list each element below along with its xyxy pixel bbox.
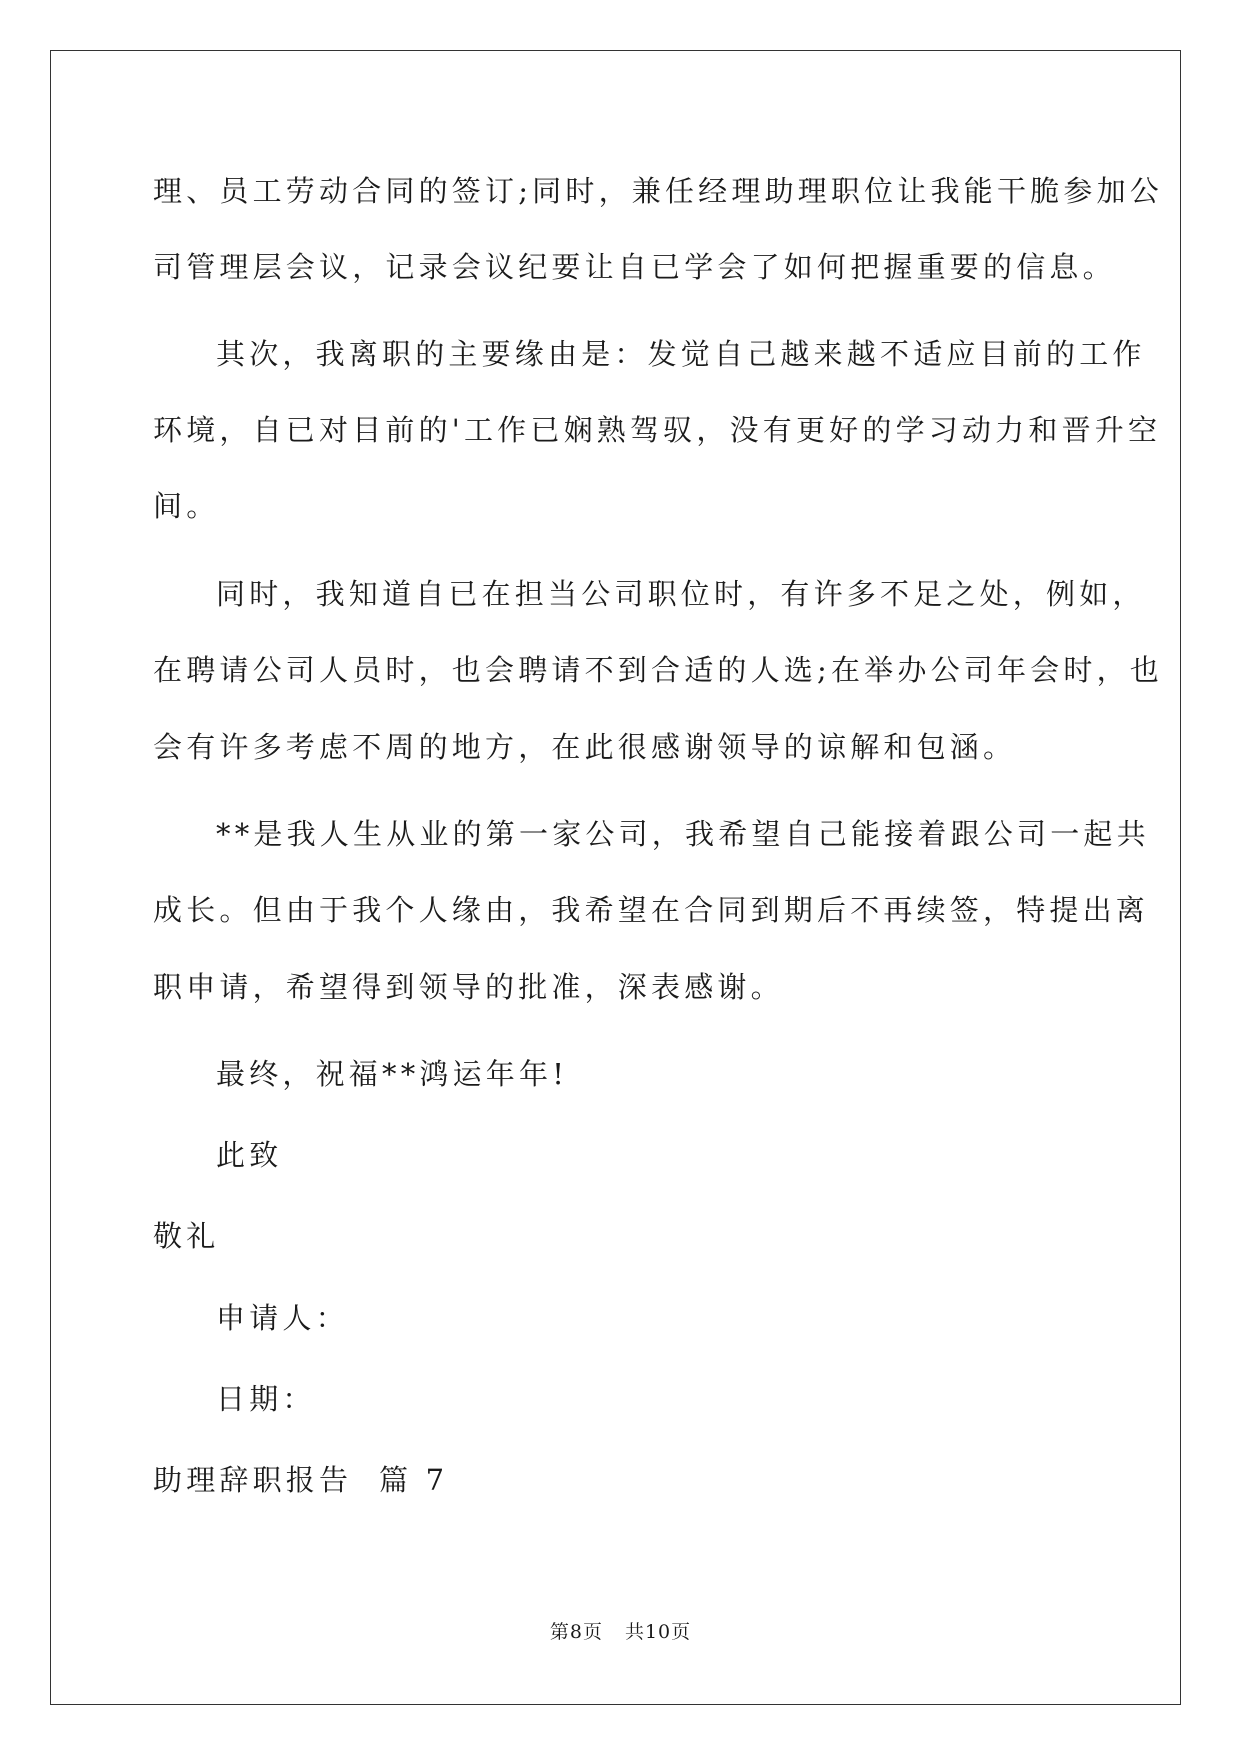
applicant-label: 申请人：: [216, 1301, 349, 1335]
paragraph-line: **是我人生从业的第一家公司，我希望自己能接着跟公司一起共: [216, 817, 1150, 851]
page-footer: [0, 1617, 1241, 1644]
closing-wish: 最终，祝福**鸿运年年!: [216, 1057, 569, 1091]
paragraph-line: 其次，我离职的主要缘由是：发觉自己越来越不适应目前的工作: [216, 337, 1146, 371]
paragraph-line: 理、员工劳动合同的签订;同时，兼任经理助理职位让我能干脆参加公: [153, 174, 1163, 208]
paragraph-line: 在聘请公司人员时，也会聘请不到合适的人选;在举办公司年会时，也: [153, 653, 1163, 687]
section-heading: 助理辞职报告 篇 7: [153, 1463, 449, 1497]
page-number: 第8页: [549, 1621, 603, 1643]
salutation-line: 敬礼: [153, 1219, 220, 1253]
paragraph-line: 同时，我知道自已在担当公司职位时，有许多不足之处，例如，: [216, 577, 1146, 611]
paragraph-line: 环境，自已对目前的'工作已娴熟驾驭，没有更好的学习动力和晋升空: [153, 413, 1162, 447]
paragraph-line: 成长。但由于我个人缘由，我希望在合同到期后不再续签，特提出离: [153, 893, 1150, 927]
date-label: 日期：: [216, 1382, 316, 1416]
salutation-line: 此致: [216, 1138, 283, 1172]
paragraph-line: 职申请，希望得到领导的批准，深表感谢。: [153, 970, 784, 1004]
paragraph-line: 司管理层会议，记录会议纪要让自已学会了如何把握重要的信息。: [153, 250, 1116, 284]
paragraph-line: 间。: [153, 489, 220, 523]
paragraph-line: 会有许多考虑不周的地方，在此很感谢领导的谅解和包涵。: [153, 730, 1017, 764]
page-total: 共10页: [624, 1621, 692, 1643]
